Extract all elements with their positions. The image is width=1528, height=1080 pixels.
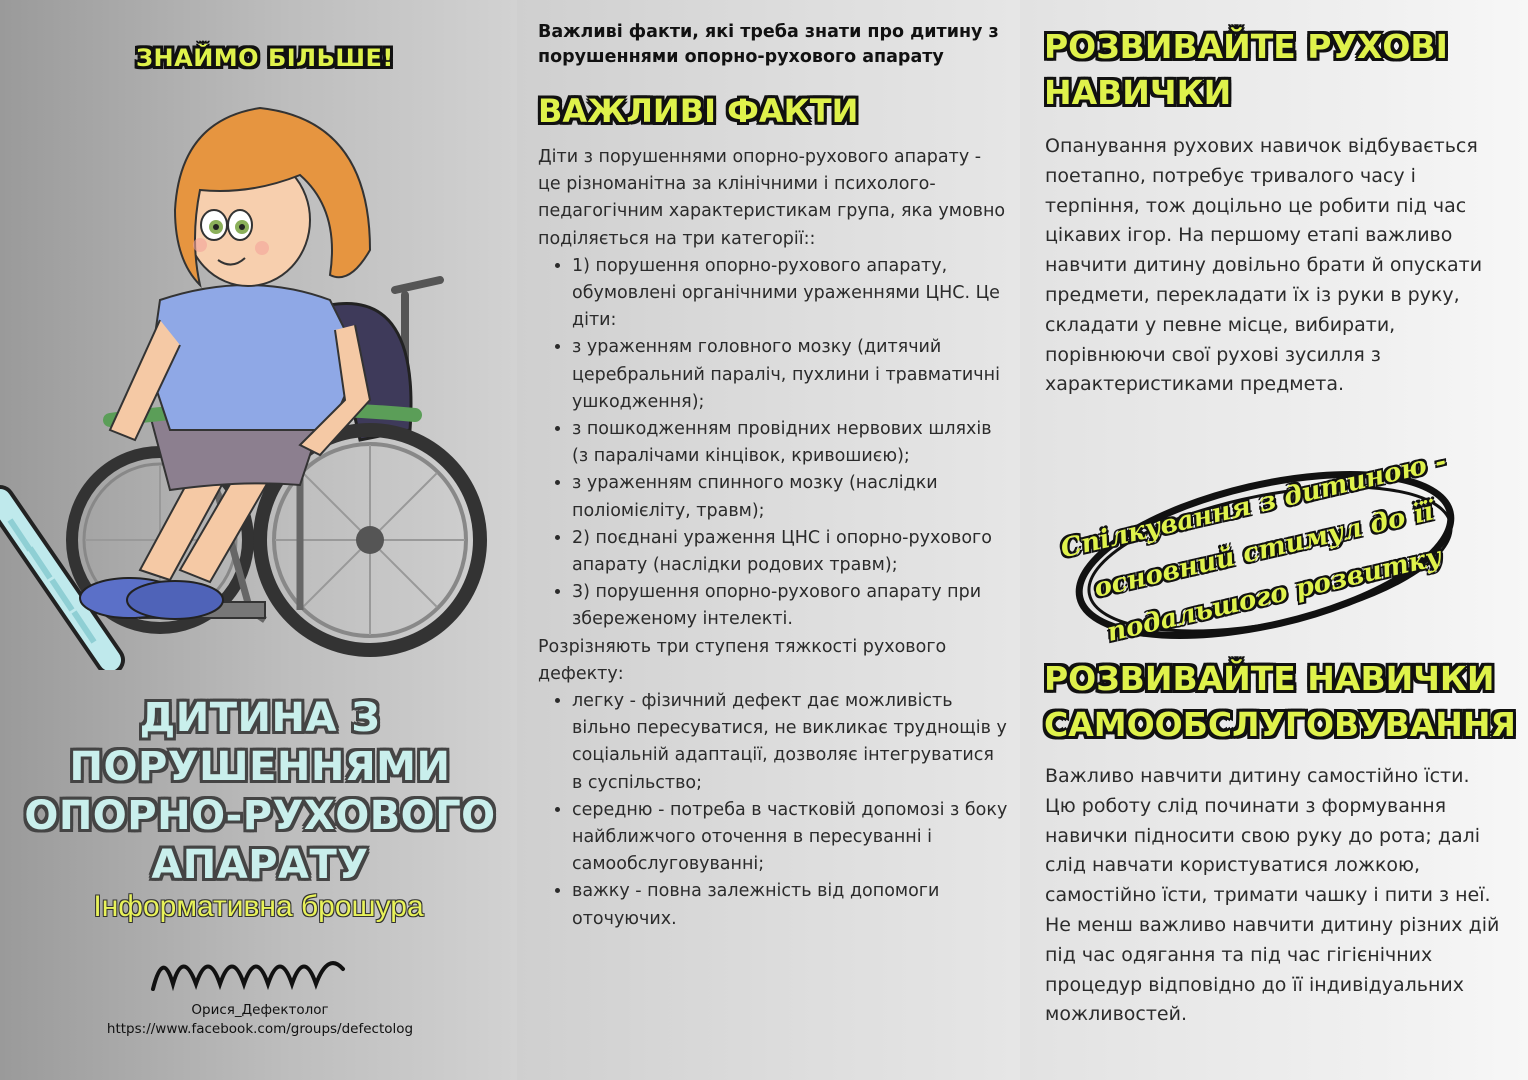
author-name: Орися_Дефектолог [191,1002,329,1018]
list-item: • важку - повна залежність від допомоги оточуючих. [572,878,1008,932]
cover-panel [0,0,517,1080]
list-item: • середню - потреба в частковій допомозі з боку найближчого оточення в пересуванні і самообслуговуванні; [572,797,1008,879]
author-url-link[interactable]: https://www.facebook.com/groups/defectolog [106,1021,414,1037]
facts-heading: ВАЖЛИВІ ФАКТИ [538,92,859,130]
list-item: • 2) поєднані ураження ЦНС і опорно-рухового апарату (наслідки родових травм); [572,525,1008,579]
list-item: • легку - фізичний дефект дає можливість вільно пересуватися, не викликає труднощів у соціальній адаптації, дозволяє інтегруватися в суспільство; [572,688,1008,797]
list-item: • 3) порушення опорно-рухового апарату при збереженому інтелекті. [572,579,1008,633]
list-item: • 1) порушення опорно-рухового апарату, обумовлені органічними ураженнями ЦНС. Це діти: [572,253,1008,335]
cover-title-line: ОПОРНО-РУХОВОГО [24,793,496,839]
motor-skills-heading: РОЗВИВАЙТЕ РУХОВІ НАВИЧКИ [1044,27,1448,112]
quote-callout [1057,446,1470,655]
zigzag-signature-icon [148,944,353,999]
cover-title-line: АПАРАТУ [151,842,369,888]
self-care-paragraph: Не менш важливо навчити дитину різних дій під час одягання та під час гігієнічних процедур відповідно до її індивідуальних можливостей. [1045,913,1500,1026]
ramp-rail-icon [0,500,110,660]
self-care-heading: РОЗВИВАЙТЕ НАВИЧКИ САМООБСЛУГОВУВАННЯ [1044,659,1516,744]
list-item: • з ураженням головного мозку (дитячий церебральний параліч, пухлини і травматичні ушкодження); [572,334,1008,416]
self-care-paragraph: Важливо навчити дитину самостійно їсти. Цю роботу слід починати з формування навички підносити свою руку до рота; далі слід навчати користуватися ложкою, самостійно їсти, тримати чашку і пити з неї. [1045,765,1491,907]
categories-list [538,253,1008,634]
facts-paragraph: Діти з порушеннями опорно-рухового апарату - це різноманітна за клінічними і психолого-педагогічним характеристикам група, яка умовно поділяється на три категорії:: [538,147,1006,249]
motor-skills-body: Опанування рухових навичок відбувається поетапно, потребує тривалого часу і терпіння, тож доцільно це робити під час цікавих ігор. На першому етапі важливо навчити дитину довільно брати й опускати предмети, перекладати їх із руки в руку, складати у певне місце, вибирати, порівнюючи свої рухові зусилля з характеристиками предмета. [1045,135,1483,396]
cover-title-line: ПОРУШЕННЯМИ [69,744,451,790]
list-item: • з ураженням спинного мозку (наслідки поліомієліту, травм); [572,470,1008,524]
facts-body [538,144,1008,933]
quote-text: Спілкування з дитиною - основний стимул до її подальшого розвитку [1057,446,1450,649]
brochure-subtitle: Інформативна брошура [93,890,424,923]
know-more-label: ЗНАЙМО БІЛЬШЕ! [136,44,394,72]
facts-intro: Важливі факти, які треба знати про дитину з порушеннями опорно-рухового апарату [538,22,999,67]
facts-paragraph: Розрізняють три ступеня тяжкості рухового дефекту: [538,636,947,684]
child-wheelchair-illustration [0,100,517,670]
self-care-body [1045,762,1505,1030]
severity-list [538,688,1008,933]
cover-title-line: ДИТИНА З [139,695,381,741]
list-item: • з пошкодженням провідних нервових шляхів (з паралічами кінцівок, кривошиєю); [572,416,1008,470]
cover-title [10,694,510,890]
